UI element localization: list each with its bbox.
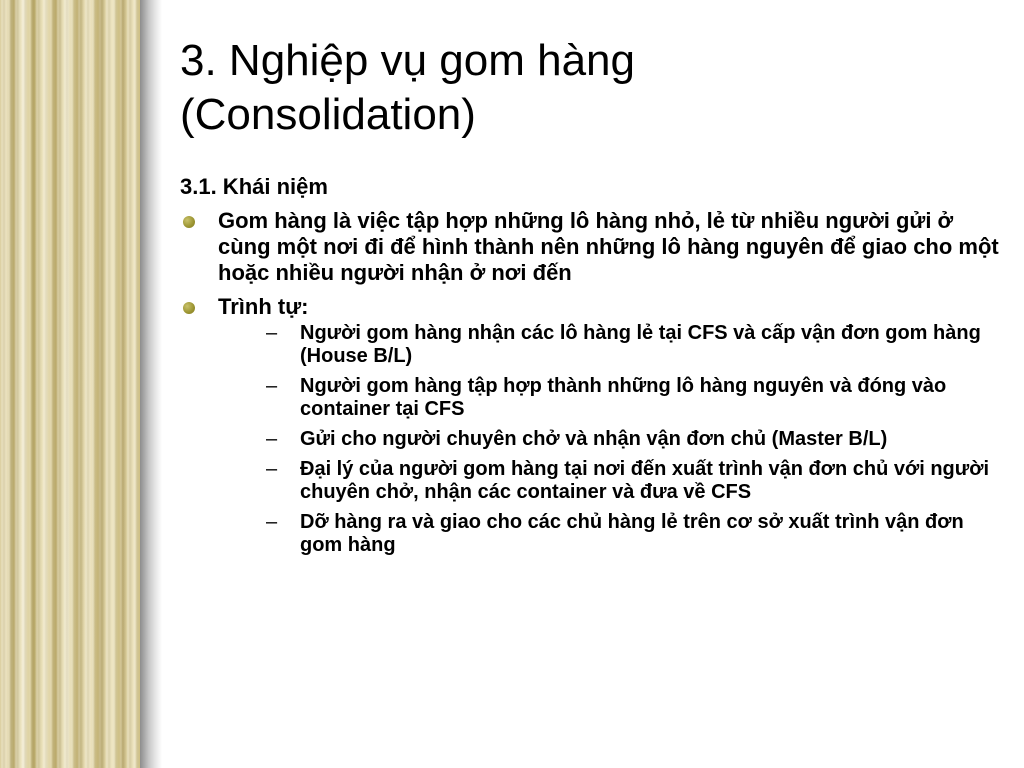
bullet-definition-text: Gom hàng là việc tập hợp những lô hàng nhỏ, lẻ từ nhiều người gửi ở cùng một nơi đi để hình thành nên những lô hàng nguyên để giao cho một hoặc nhiều người nhận ở nơi đến: [218, 208, 999, 285]
decorative-left-band: [0, 0, 140, 768]
dash-marker: –: [266, 428, 278, 450]
slide-title-line-1: 3. Nghiệp vụ gom hàng: [180, 36, 635, 85]
bullet-dot-icon: [183, 302, 195, 314]
decorative-shadow-stripe: [140, 0, 162, 768]
procedure-step: [218, 428, 1000, 451]
dash-marker: –: [266, 458, 278, 480]
procedure-step: [218, 375, 1000, 421]
bullet-procedure-text: Trình tự:: [218, 294, 309, 319]
section-heading: 3.1. Khái niệm: [180, 174, 328, 199]
bullet-dot-icon: [183, 216, 195, 228]
bullet-definition: [180, 208, 1000, 286]
procedure-steps: [218, 322, 1000, 557]
procedure-step-text: Đại lý của người gom hàng tại nơi đến xuất trình vận đơn chủ với người chuyên chở, nhận các container và đưa về CFS: [300, 458, 990, 503]
dash-marker: –: [266, 375, 278, 397]
procedure-step-text: Dỡ hàng ra và giao cho các chủ hàng lẻ trên cơ sở xuất trình vận đơn gom hàng: [300, 511, 964, 556]
procedure-step: [218, 322, 1000, 368]
slide-content: [180, 172, 1000, 565]
slide-title: [180, 34, 1000, 142]
procedure-step-text: Người gom hàng nhận các lô hàng lẻ tại CFS và cấp vận đơn gom hàng (House B/L): [300, 322, 981, 367]
dash-marker: –: [266, 322, 278, 344]
dash-marker: –: [266, 511, 278, 533]
slide-title-line-2: (Consolidation): [180, 90, 476, 139]
bullet-procedure: [180, 294, 1000, 557]
procedure-step-text: Gửi cho người chuyên chở và nhận vận đơn chủ (Master B/L): [300, 428, 888, 450]
procedure-step-text: Người gom hàng tập hợp thành những lô hàng nguyên và đóng vào container tại CFS: [300, 375, 947, 420]
procedure-step: [218, 511, 1000, 557]
procedure-step: [218, 458, 1000, 504]
